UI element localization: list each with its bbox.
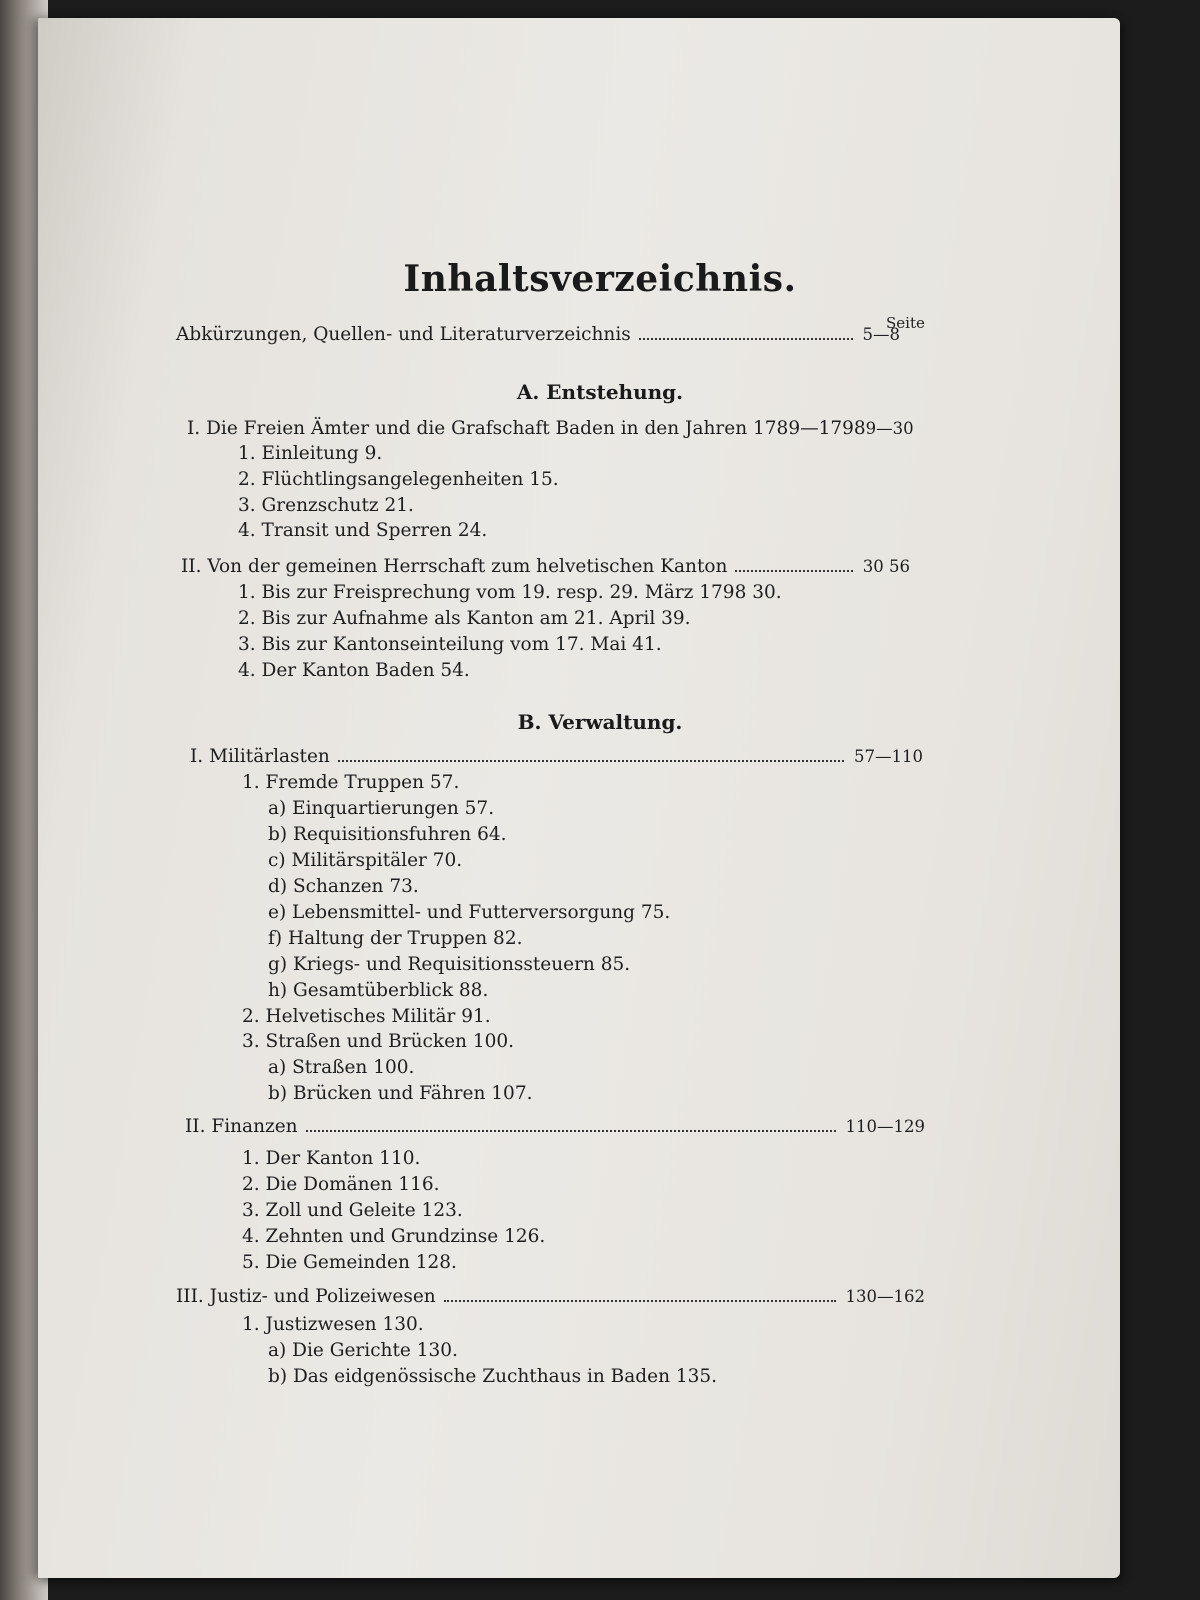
toc-entry-text: I. Militärlasten bbox=[190, 746, 330, 767]
toc-subitem: g) Kriegs- und Requisitionssteuern 85. bbox=[268, 954, 631, 975]
toc-chapter bbox=[190, 746, 923, 767]
toc-item: 3. Straßen und Brücken 100. bbox=[242, 1031, 515, 1052]
toc-item: 1. Justizwesen 130. bbox=[242, 1314, 424, 1335]
toc-item: 2. Flüchtlingsangelegenheiten 15. bbox=[238, 469, 559, 490]
toc-chapter bbox=[187, 418, 914, 439]
dot-leader bbox=[338, 760, 844, 762]
toc-subitem: h) Gesamtüberblick 88. bbox=[268, 980, 489, 1001]
toc-entry-text: II. Von der gemeinen Herrschaft zum helvetischen Kanton bbox=[181, 556, 728, 577]
toc-entry-text: II. Finanzen bbox=[185, 1116, 298, 1137]
toc-entry-pages: 5—8 bbox=[862, 325, 900, 344]
toc-subitem: a) Einquartierungen 57. bbox=[268, 798, 495, 819]
toc-chapter bbox=[185, 1116, 925, 1137]
dot-leader bbox=[444, 1300, 836, 1302]
toc-item: 1. Fremde Truppen 57. bbox=[242, 772, 460, 793]
dot-leader bbox=[306, 1130, 836, 1132]
toc-item: 1. Bis zur Freisprechung vom 19. resp. 29. März 1798 30. bbox=[238, 582, 782, 603]
toc-item: 2. Helvetisches Militär 91. bbox=[242, 1006, 491, 1027]
toc-item: 2. Bis zur Aufnahme als Kanton am 21. April 39. bbox=[238, 608, 691, 629]
dot-leader bbox=[639, 338, 853, 340]
toc-item: 1. Einleitung 9. bbox=[238, 443, 383, 464]
toc-entry-pages: 9—30 bbox=[865, 419, 914, 438]
toc-item: 4. Transit und Sperren 24. bbox=[238, 520, 488, 541]
toc-item: 2. Die Domänen 116. bbox=[242, 1174, 440, 1195]
toc-subitem: a) Straßen 100. bbox=[268, 1057, 415, 1078]
toc-subitem: b) Das eidgenössische Zuchthaus in Baden 135. bbox=[268, 1366, 718, 1387]
toc-entry-pages: 57—110 bbox=[854, 747, 923, 766]
toc-chapter bbox=[176, 1286, 925, 1307]
toc-entry-intro bbox=[176, 324, 900, 345]
toc-subitem: b) Brücken und Fähren 107. bbox=[268, 1083, 533, 1104]
toc-subitem: f) Haltung der Truppen 82. bbox=[268, 928, 523, 949]
toc-entry-pages: 30 56 bbox=[862, 557, 910, 576]
toc-subitem: e) Lebensmittel- und Futterversorgung 75. bbox=[268, 902, 671, 923]
page-column-label: Seite bbox=[886, 314, 925, 332]
toc-item: 3. Zoll und Geleite 123. bbox=[242, 1200, 463, 1221]
toc-item: 5. Die Gemeinden 128. bbox=[242, 1252, 457, 1273]
toc-item: 4. Der Kanton Baden 54. bbox=[238, 660, 470, 681]
toc-subitem: d) Schanzen 73. bbox=[268, 876, 419, 897]
dot-leader bbox=[735, 570, 852, 572]
toc-subitem: a) Die Gerichte 130. bbox=[268, 1340, 458, 1361]
toc-entry-pages: 110—129 bbox=[845, 1117, 925, 1136]
toc-entry-text: III. Justiz- und Polizeiwesen bbox=[176, 1286, 436, 1307]
toc-item: 4. Zehnten und Grundzinse 126. bbox=[242, 1226, 546, 1247]
toc-item: 3. Bis zur Kantonseinteilung vom 17. Mai 41. bbox=[238, 634, 662, 655]
section-heading-a: A. Entstehung. bbox=[516, 380, 684, 404]
toc-chapter bbox=[181, 556, 910, 577]
toc-entry-text: Abkürzungen, Quellen- und Literaturverzeichnis bbox=[176, 324, 631, 345]
toc-entry-pages: 130—162 bbox=[845, 1287, 925, 1306]
toc-item: 1. Der Kanton 110. bbox=[242, 1148, 421, 1169]
page-title: Inhaltsverzeichnis. bbox=[403, 258, 797, 300]
toc-entry-text: I. Die Freien Ämter und die Grafschaft Baden in den Jahren 1789—1798 bbox=[187, 418, 866, 439]
toc-subitem: c) Militärspitäler 70. bbox=[268, 850, 463, 871]
toc-item: 3. Grenzschutz 21. bbox=[238, 495, 414, 516]
toc-subitem: b) Requisitionsfuhren 64. bbox=[268, 824, 507, 845]
section-heading-b: B. Verwaltung. bbox=[517, 710, 683, 734]
